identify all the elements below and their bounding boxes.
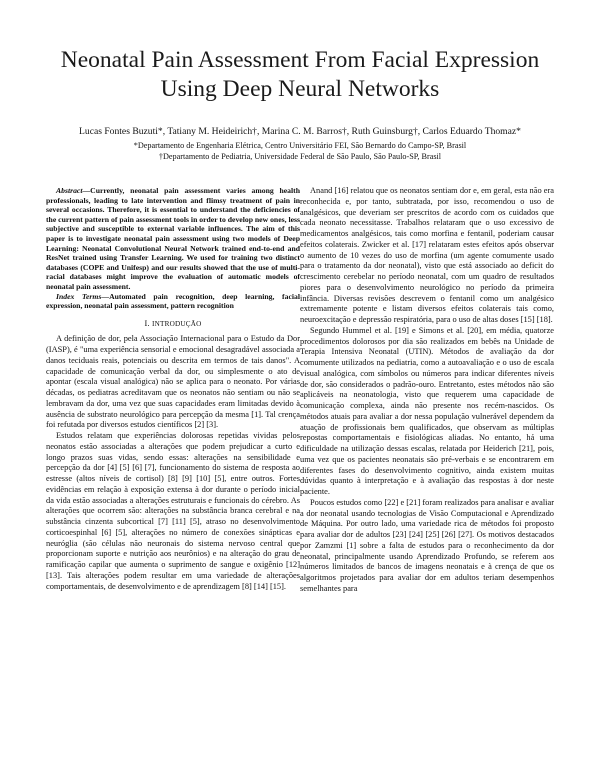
intro-paragraph-5: Poucos estudos como [22] e [21] foram realizados para analisar e avaliar a dor neonatal usando tecnologias de Visão Computacional e Aprendizado de Máquina. Por outro lado, uma variedade rica de métodos foi proposto para avaliar dor de adultos [23] [24] [25] [26] [27]. Os motivos destacados por Zamzmi [1] sobre a falta de estudos para o reconhecimento da dor neonatal, principalmente usando Aprendizado Profundo, se referem aos números limitados de bancos de imagens neonatais e à crença de que os algoritmos projetados para avaliar dor em adultos teriam desempenhos semelhantes para: [300, 497, 554, 593]
left-column: [46, 186, 300, 592]
affiliation-unifesp: †Departamento de Pediatria, Universidade Federal de São Paulo, São Paulo-SP, Brasil: [158, 152, 442, 161]
intro-paragraph-2: Estudos relatam que experiências dolorosas repetidas vividas pelos neonatos estão associadas a alterações que podem prejudicar a curto e longo prazos suas vidas, sendo essas: alterações na sensibilidade e percepção da dor [4] [5] [6] [7], funcionamento do sistema de resposta ao estresse (altos níveis de cortisol) [8] [9] [10] [5], entre outros. Fortes evidências em relação à exposição extensa à dor durante o período inicial da vida estão associadas a alterações estruturais e funcionais do cérebro. As alterações que ocorrem são: alterações na substância branca cerebral e na substância cinzenta subcortical [7] [11] [5], atraso no desenvolvimento corticoespinhal [6] [5], alterações no número de conexões sinápticas e neuróglia (são células não neuronais do sistema nervoso central que proporcionam suporte e nutrição aos neurônios) e na alteração do grau de ramificação capilar que aumenta o suprimento de sangue e oxigênio [12] [13]. Tais alterações podem resultar em uma variedade de alterações comportamentais, de desenvolvimento e de aprendizagem [8] [14] [15].: [46, 431, 300, 591]
abstract-label: Abstract—: [56, 186, 91, 195]
abstract-text: Currently, neonatal pain assessment varies among health professionals, leading to late intervention and flimsy treatment of pain in several occasions. Therefore, it is essential to understand the deficiencies of the current pattern of pain assessment tools in order to develop new ones, less subjective and susceptible to external variable influences. The aim of this paper is to investigate neonatal pain assessment using two models of Deep Learning: Neonatal Convolutional Neural Network trained end-to-end and ResNet trained using Transfer Learning. We used for training two distinct databases (COPE and Unifesp) and our results showed that the use of multi-racial databases might improve the evaluation of automatic models of neonatal pain assessment.: [46, 186, 300, 291]
index-terms-label: Index Terms—: [56, 291, 110, 301]
paper-title: [40, 46, 560, 104]
right-column: [300, 186, 554, 595]
affiliation-fei: *Departamento de Engenharia Elétrica, Centro Universitário FEI, São Bernardo do Campo-SP, Brasil: [133, 141, 467, 150]
section-number: I.: [144, 318, 150, 328]
author-list: Lucas Fontes Buzuti*, Tatiany M. Heideirich†, Marina C. M. Barros†, Ruth Guinsburg†, Carlos Eduardo Thomaz*: [79, 126, 521, 137]
intro-paragraph-3: Anand [16] relatou que os neonatos sentiam dor e, em geral, esta não era reconhecida e, por tanto, subtratada, por isso, recomendou o uso de analgésicos, que deveriam ser prescritos de acordo com os cuidados que cada neonato necessitasse. Trabalhos relataram que o uso excessivo de medicamentos analgésicos, tais como morfina e fentanil, poderiam causar efeitos colaterais. Zwicker et al. [17] relataram estes efeitos após observar o aumento de 10 vezes do uso de morfina (um agente comumente usado para o tratamento da dor neonatal), visto que está associado ao deficit do crescimento cerebelar no período neonatal, com um quadro de resultados piores para o desenvolvimento neurológico no período da primeira infância. Diversas revisões descrevem o fentanil como um analgésico extremamente potente e listam diversos efeitos colaterais tais como, neuroexcitação e depressão respiratória, para o uso de altas doses [15] [18].: [300, 186, 554, 324]
section-title: INTRODUÇÃO: [152, 319, 202, 328]
abstract: [46, 186, 300, 292]
section-heading-introduction: [46, 319, 300, 330]
index-terms-text: Automated pain recognition, deep learning, facial expression, neonatal pain assessment, pattern recognition: [46, 291, 300, 311]
intro-paragraph-1: A definição de dor, pela Associação Internacional para o Estudo da Dor (IASP), é "uma experiência sensorial e emocional desagradável associada a danos teciduais reais, potenciais ou descrita em termos de tais danos". A capacidade de comunicação verbal da dor, ou simplesmente o ato de apontar (escala visual analógica) não se aplica para o neonato. Por várias décadas, os pediatras acreditavam que os neonatos não sentiam ou não se lembravam da dor, uma vez que suas capacidades eram limitadas devido à ausência de substrato neurológico para percepção da mesma [1]. Tal crença foi refutada por diversos estudos científicos [2] [3].: [46, 334, 300, 430]
title-line-2: Using Deep Neural Networks: [160, 76, 440, 102]
index-terms: [46, 292, 300, 311]
title-line-1: Neonatal Pain Assessment From Facial Expression: [60, 47, 540, 73]
intro-paragraph-4: Segundo Hummel et al. [19] e Simons et al. [20], em média, quatorze procedimentos dolorosos por dia são realizados em bebês na Unidade de Terapia Intensiva Neonatal (UTIN). Métodos de avaliação da dor comumente utilizados na pediatria, como a autoavaliação e o uso de escala visual analógica, com símbolos ou números para indicar diferentes níveis de dor, são considerados o padrão-ouro. Entretanto, estes métodos não são aplicáveis na neonatologia, visto que requerem uma capacidade de comunicação complexa, ainda não presente nos recém-nascidos. Os métodos atuais para avaliar a dor nessa população vulnerável dependem da atuação de profissionais bem qualificados, que observam as múltiplas repostas comportamentais e fisiológicas aliadas. No entanto, há uma dificuldade na utilização dessas escalas, relatada por Heiderich [21], pois, uma vez que os pacientes neonatais são pré-verbais e se encontrarem em diferentes fases do desenvolvimento cognitivo, ainda existem muitas dúvidas quanto à interpretação e à avaliação das respostas à dor neste paciente.: [300, 325, 554, 496]
